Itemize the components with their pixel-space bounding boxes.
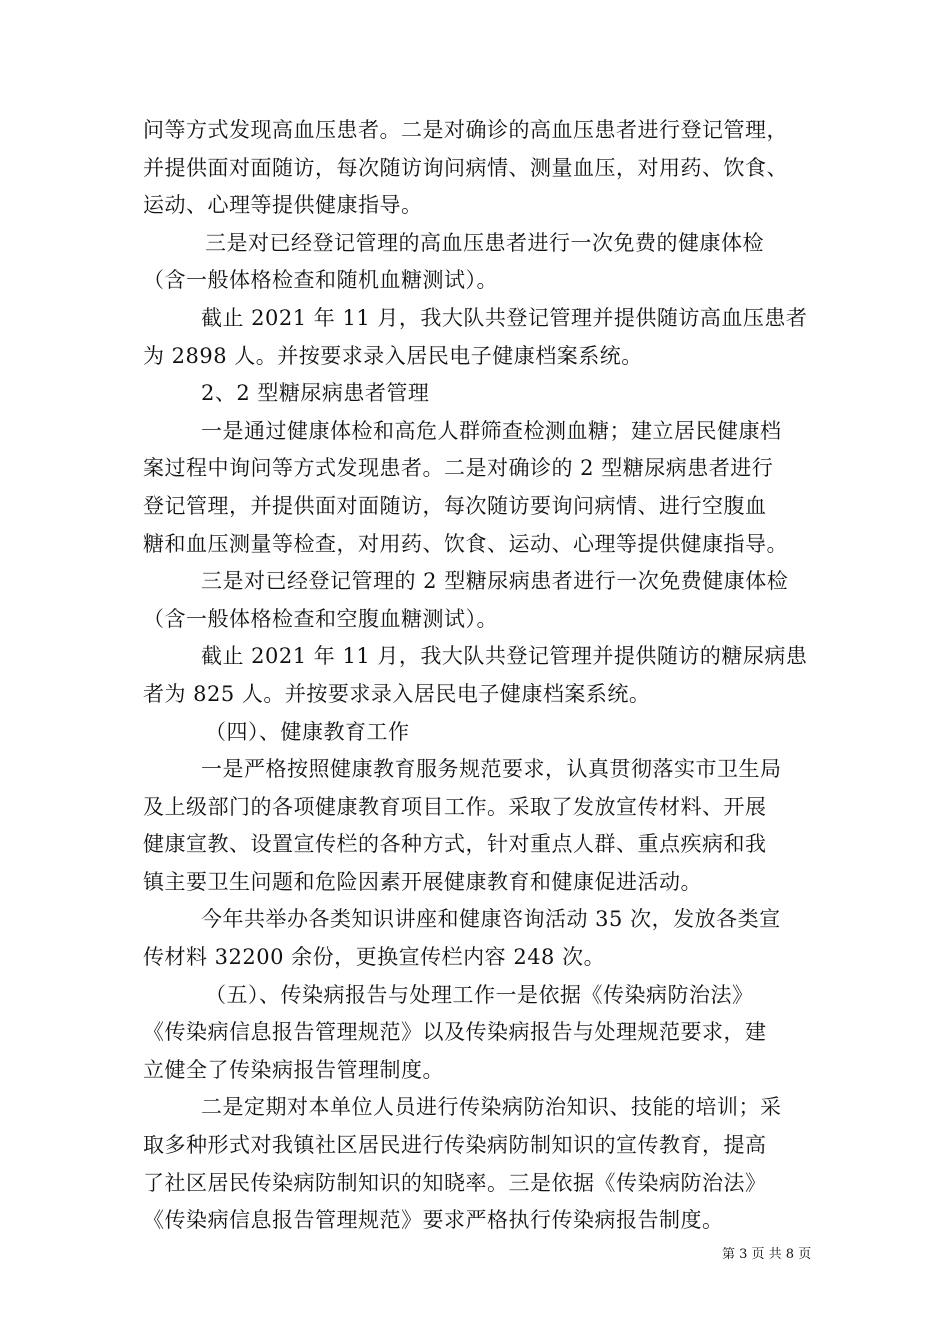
text-line: 了社区居民传染病防制知识的知晓率。三是依据《传染病防治法》 [143,1170,767,1195]
text-line: 一是严格按照健康教育服务规范要求，认真贯彻落实市卫生局 [201,757,782,782]
text-line: （含一般体格检查和空腹血糖测试）。 [143,606,498,631]
text-line: 《传染病信息报告管理规范》以及传染病报告与处理规范要求，建 [143,1020,767,1045]
text-line: 今年共举办各类知识讲座和健康咨询活动 35 次，发放各类宣 [201,907,781,932]
text-line: 传材料 32200 余份，更换宣传栏内容 248 次。 [143,945,606,970]
text-line: 为 2898 人。并按要求录入居民电子健康档案系统。 [143,343,643,368]
page-number: 第 3 页 共 8 页 [722,1247,812,1262]
text-line: 案过程中询问等方式发现患者。二是对确诊的 2 型糖尿病患者进行 [143,456,774,481]
text-line: 三是对已经登记管理的高血压患者进行一次免费的健康体检 [205,230,764,255]
text-line: 及上级部门的各项健康教育项目工作。采取了发放宣传材料、开展 [143,794,767,819]
text-line: 2、2 型糖尿病患者管理 [201,381,430,406]
text-line: （四）、健康教育工作 [205,719,410,744]
text-line: （五）、传染病报告与处理工作一是依据《传染病防治法》 [205,982,754,1007]
document-body [143,112,823,1240]
text-line: 三是对已经登记管理的 2 型糖尿病患者进行一次免费健康体检 [201,569,789,594]
text-line: 者为 825 人。并按要求录入居民电子健康档案系统。 [143,681,651,706]
text-line: 问等方式发现高血压患者。二是对确诊的高血压患者进行登记管理， [143,118,788,142]
text-line: （含一般体格检查和随机血糖测试）。 [143,268,498,293]
text-line: 登记管理，并提供面对面随访，每次随访要询问病情、进行空腹血 [143,493,767,518]
text-line: 截止 2021 年 11 月，我大队共登记管理并提供随访的糖尿病患 [201,644,808,669]
text-line: 镇主要卫生问题和危险因素开展健康教育和健康促进活动。 [143,869,702,894]
text-line: 健康宣教、设置宣传栏的各种方式，针对重点人群、重点疾病和我 [143,832,767,857]
text-line: 《传染病信息报告管理规范》要求严格执行传染病报告制度。 [143,1208,724,1233]
text-line: 并提供面对面随访，每次随访询问病情、测量血压，对用药、饮食、 [143,155,788,180]
text-line: 二是定期对本单位人员进行传染病防治知识、技能的培训；采 [201,1095,782,1120]
text-line: 一是通过健康体检和高危人群筛查检测血糖；建立居民健康档 [201,418,782,443]
text-line: 糖和血压测量等检查，对用药、饮食、运动、心理等提供健康指导。 [143,531,788,556]
text-line: 截止 2021 年 11 月，我大队共登记管理并提供随访高血压患者 [201,305,808,330]
text-line: 取多种形式对我镇社区居民进行传染病防制知识的宣传教育，提高 [143,1133,767,1158]
text-line: 立健全了传染病报告管理制度。 [143,1057,444,1082]
text-line: 运动、心理等提供健康指导。 [143,193,423,218]
